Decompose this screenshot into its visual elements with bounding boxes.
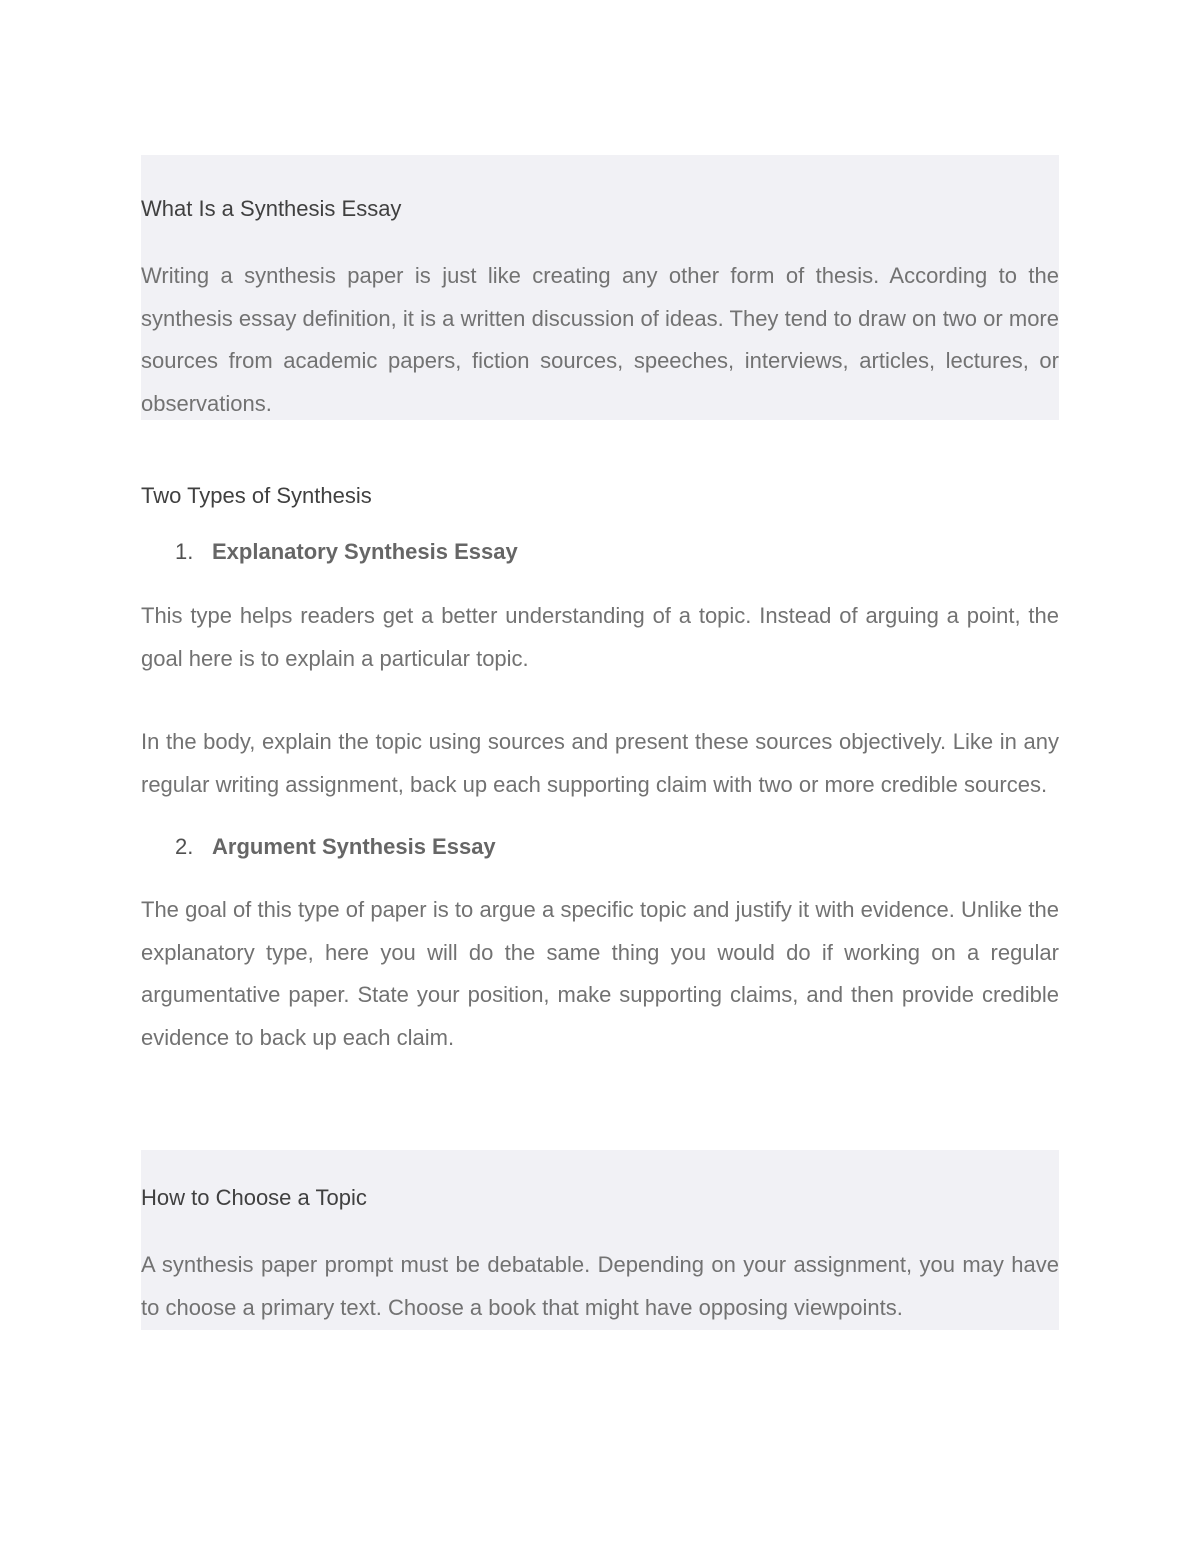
list-item-title: Explanatory Synthesis Essay <box>212 539 518 564</box>
list-item-explanatory <box>141 538 1059 566</box>
section-heading-choose-topic: How to Choose a Topic <box>141 1185 367 1210</box>
document-page <box>141 155 1059 1320</box>
explanatory-paragraph-1: This type helps readers get a better understanding of a topic. Instead of arguing a point, the goal here is to explain a particular topic. <box>141 603 1059 671</box>
choose-topic-section <box>141 1150 1059 1330</box>
types-section <box>141 420 1059 1059</box>
list-number: 1. <box>175 539 194 564</box>
list-item-argument <box>141 833 1059 861</box>
argument-paragraph: The goal of this type of paper is to argue a specific topic and justify it with evidence. Unlike the explanatory type, here you will do the same thing you would do if working on a regular argumentative paper. State your position, make supporting claims, and then provide credible evidence to back up each claim. <box>141 897 1059 1050</box>
what-is-section <box>141 155 1059 420</box>
choose-topic-paragraph: A synthesis paper prompt must be debatable. Depending on your assignment, you may have to choose a primary text. Choose a book that might have opposing viewpoints. <box>141 1252 1059 1320</box>
section-heading-types: Two Types of Synthesis <box>141 483 372 508</box>
list-number: 2. <box>175 834 194 859</box>
explanatory-paragraph-2: In the body, explain the topic using sources and present these sources objectively. Like in any regular writing assignment, back up each supporting claim with two or more credible sources. <box>141 729 1059 797</box>
section-heading-what-is: What Is a Synthesis Essay <box>141 196 402 221</box>
list-item-title: Argument Synthesis Essay <box>212 834 496 859</box>
what-is-paragraph: Writing a synthesis paper is just like creating any other form of thesis. According to the synthesis essay definition, it is a written discussion of ideas. They tend to draw on two or more sources from academic papers, fiction sources, speeches, interviews, articles, lectures, or observations. <box>141 263 1059 416</box>
